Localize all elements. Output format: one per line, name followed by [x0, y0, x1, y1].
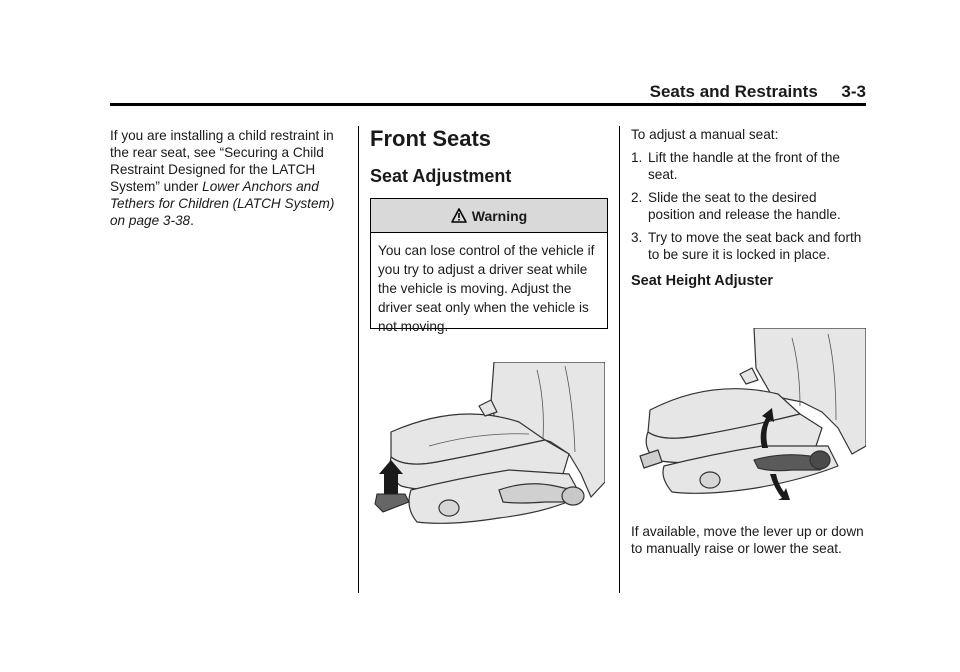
column-1: [110, 127, 342, 229]
step-text: Try to move the seat back and forth to be sure it is locked in place.: [648, 230, 862, 262]
adjustment-steps-list: [631, 149, 867, 263]
header-title: [650, 82, 866, 102]
page-header: [110, 82, 866, 104]
seat-height-lever-illustration: [632, 328, 866, 500]
warning-title: Warning: [471, 207, 528, 224]
step-1: [631, 149, 867, 183]
header-rule: [110, 103, 866, 106]
header-page-number: 3-3: [841, 82, 866, 101]
column-divider-left: [358, 126, 359, 593]
step-text: Slide the seat to the desired position and release the handle.: [648, 190, 841, 222]
step-number: 2.: [631, 190, 643, 205]
column-3: [631, 126, 867, 297]
column-divider-right: [619, 126, 620, 593]
manual-seat-handle-illustration: [369, 362, 605, 528]
child-restraint-text: If you are installing a child restraint in the rear seat, see “Securing a Child Restraint Designed for the LATCH System” under: [110, 128, 334, 194]
warning-body: You can lose control of the vehicle if you try to adjust a driver seat while the vehicle is moving. Adjust the driver seat only when the vehicle is not moving.: [378, 243, 595, 334]
section-heading-front-seats: Front Seats: [370, 126, 492, 151]
warning-triangle-icon: [451, 208, 467, 223]
step-number: 3.: [631, 230, 643, 245]
warning-header: [371, 199, 607, 233]
step-2: [631, 189, 867, 223]
subheading-seat-height-adjuster: Seat Height Adjuster: [631, 273, 774, 289]
child-restraint-paragraph: [110, 127, 342, 229]
paragraph-end: .: [190, 213, 194, 228]
latch-cross-reference-link[interactable]: Lower Anchors and Tethers for Children (LATCH System) on page 3-38: [110, 179, 335, 228]
column-2: [370, 124, 608, 188]
seat-height-instructions: If available, move the lever up or down to manually raise or lower the seat.: [631, 524, 864, 556]
step-text: Lift the handle at the front of the seat.: [648, 150, 840, 182]
step-3: [631, 229, 867, 263]
subheading-seat-adjustment: Seat Adjustment: [370, 166, 512, 186]
warning-box: [370, 198, 608, 334]
step-number: 1.: [631, 150, 643, 165]
manual-seat-intro: To adjust a manual seat:: [631, 127, 779, 142]
header-section: Seats and Restraints: [649, 82, 818, 101]
